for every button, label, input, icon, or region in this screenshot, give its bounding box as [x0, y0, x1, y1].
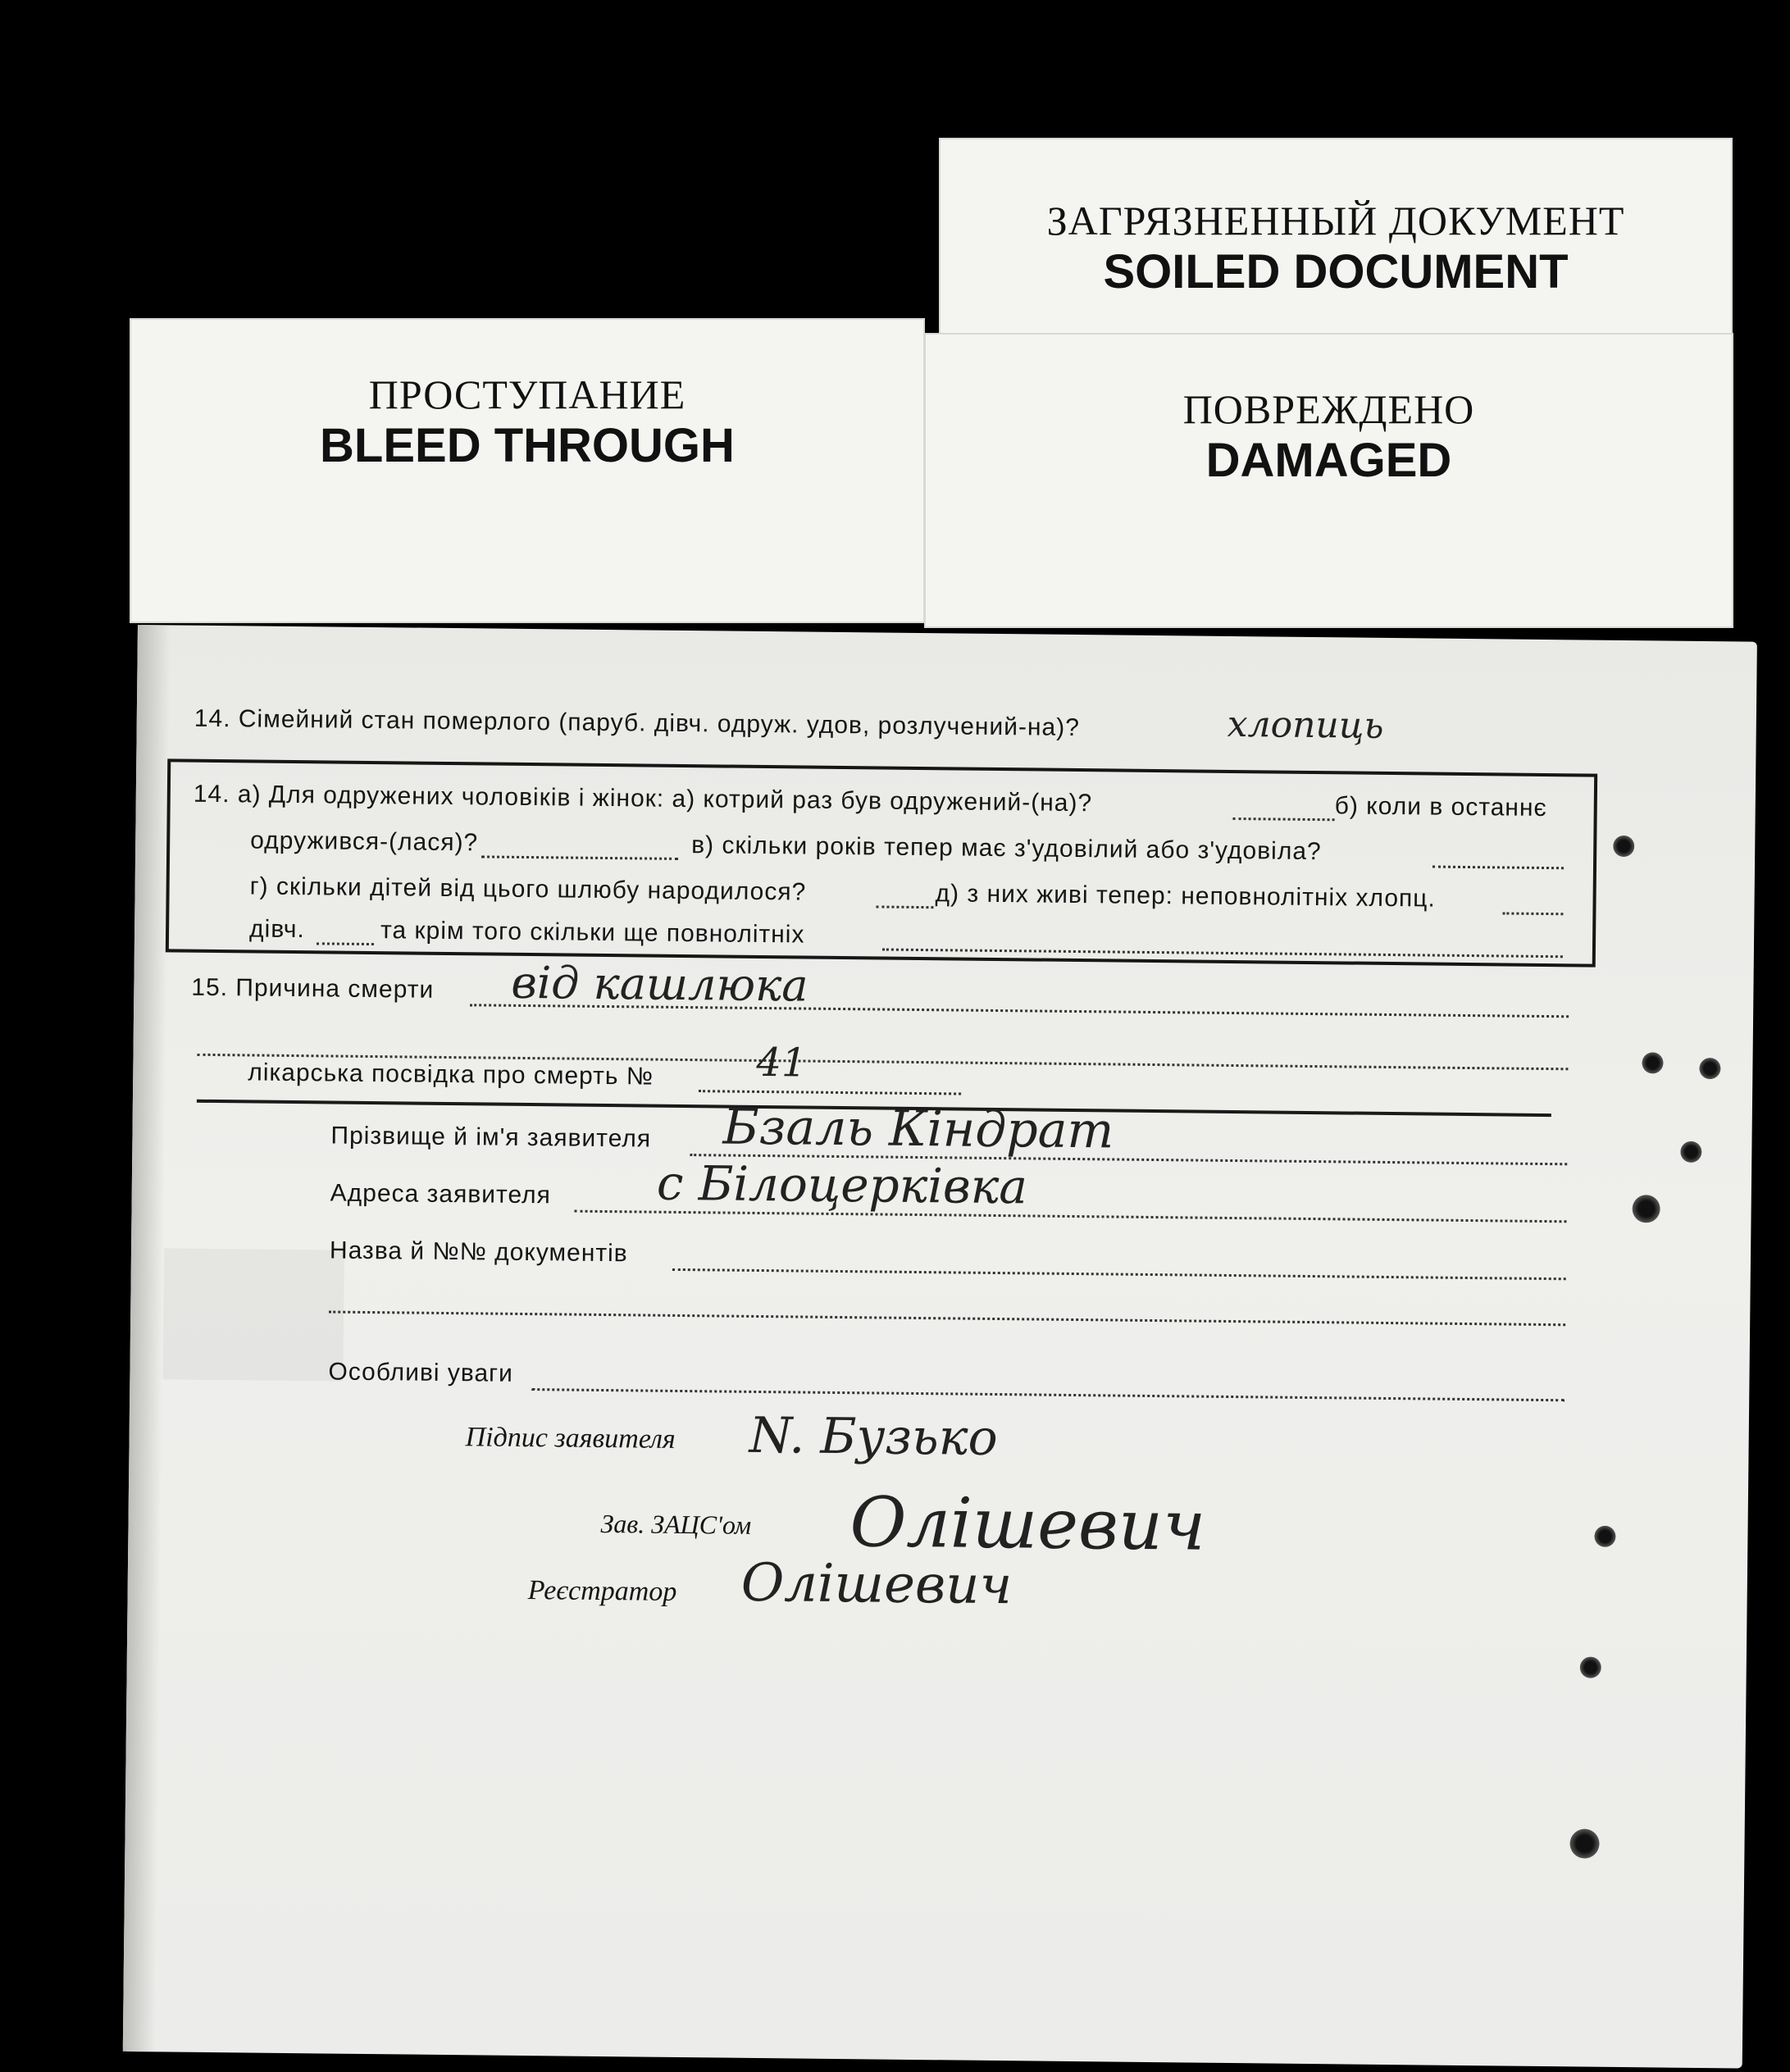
- q14a-dots-4: [876, 905, 933, 908]
- certificate-answer: 41: [756, 1039, 807, 1086]
- punch-hole: [1569, 1828, 1599, 1858]
- bleed-through-card: [130, 318, 925, 623]
- registrar-signature-label: Реєстратор: [527, 1575, 677, 1607]
- punch-hole: [1580, 1656, 1601, 1678]
- bleed-card-en: BLEED THROUGH: [320, 419, 735, 472]
- punch-hole: [1699, 1058, 1720, 1079]
- applicant-signature-label: Підпис заявителя: [465, 1422, 676, 1455]
- damaged-card-en: DAMAGED: [1205, 434, 1452, 487]
- q14a-line3b: д) з них живі тепер: неповнолітніх хлопц.: [935, 880, 1436, 913]
- applicant-address-answer: с Білоцерківка: [656, 1154, 1028, 1215]
- documents-dots-2: [329, 1310, 1565, 1326]
- punch-hole: [1632, 1195, 1660, 1223]
- q14a-line3a: г) скільки дітей від цього шлюбу народилося?: [249, 872, 807, 906]
- registrar-signature: Олішевич: [740, 1552, 1013, 1617]
- q14a-line2a: одружився-(лася)?: [250, 827, 479, 857]
- damaged-card: [924, 333, 1733, 628]
- q15-label: 15. Причина смерти: [191, 973, 435, 1004]
- bleed-card-ru: ПРОСТУПАНИЕ: [368, 371, 686, 417]
- head-signature: Олішевич: [849, 1482, 1206, 1566]
- bleed-stain: [162, 1248, 344, 1381]
- q14a-dots-6: [317, 942, 374, 945]
- q14a-line4a: дівч.: [248, 915, 306, 944]
- punch-hole: [1642, 1052, 1663, 1073]
- q14-answer: хлопиць: [1227, 703, 1384, 747]
- applicant-name-answer: Бзаль Кіндрат: [722, 1098, 1114, 1160]
- notes-label: Особливі уваги: [328, 1358, 514, 1387]
- applicant-name-label: Прізвище й ім'я заявителя: [330, 1122, 652, 1153]
- punch-hole: [1613, 836, 1634, 857]
- q14-label: 14. Сімейний стан померлого (паруб. дівч. одруж. удов, розлучений-на)?: [194, 704, 1081, 742]
- q14a-dots-7: [882, 949, 1563, 959]
- applicant-address-label: Адреса заявителя: [330, 1179, 552, 1209]
- q14a-box: [166, 758, 1597, 967]
- q14a-line1b: б) коли в останнє: [1334, 792, 1548, 822]
- q14a-line1a: 14. а) Для одружених чоловіків і жінок: а) котрий раз був одружений-(на)?: [193, 780, 1093, 817]
- q14a-dots-5: [1502, 912, 1563, 915]
- soiled-card-ru: ЗАГРЯЗНЕННЫЙ ДОКУМЕНТ: [1046, 198, 1625, 244]
- q14a-dots-1: [1233, 817, 1335, 821]
- soiled-card-en: SOILED DOCUMENT: [1103, 245, 1569, 298]
- notes-dots: [531, 1388, 1565, 1401]
- punch-hole: [1594, 1526, 1615, 1547]
- form-sheet: [123, 625, 1757, 2069]
- q15-answer: від кашлюка: [511, 956, 808, 1012]
- applicant-signature: N. Бузько: [749, 1406, 999, 1468]
- documents-dots: [672, 1268, 1566, 1280]
- punch-hole: [1680, 1141, 1701, 1163]
- q14a-dots-3: [1432, 866, 1564, 870]
- head-signature-label: Зав. ЗАЦС'ом: [600, 1508, 752, 1540]
- applicant-address-dots: [575, 1210, 1567, 1223]
- documents-label: Назва й №№ документів: [329, 1236, 628, 1268]
- q14a-dots-2: [481, 855, 678, 860]
- certificate-dots: [699, 1090, 961, 1095]
- q14a-line2b: в) скільки років тепер має з'удовілий або з'удовіла?: [691, 831, 1322, 866]
- certificate-label: лікарська посвідка про смерть №: [248, 1059, 654, 1091]
- damaged-card-ru: ПОВРЕЖДЕНО: [1182, 386, 1475, 432]
- q14a-line4b: та крім того скільки ще повнолітніх: [380, 917, 805, 949]
